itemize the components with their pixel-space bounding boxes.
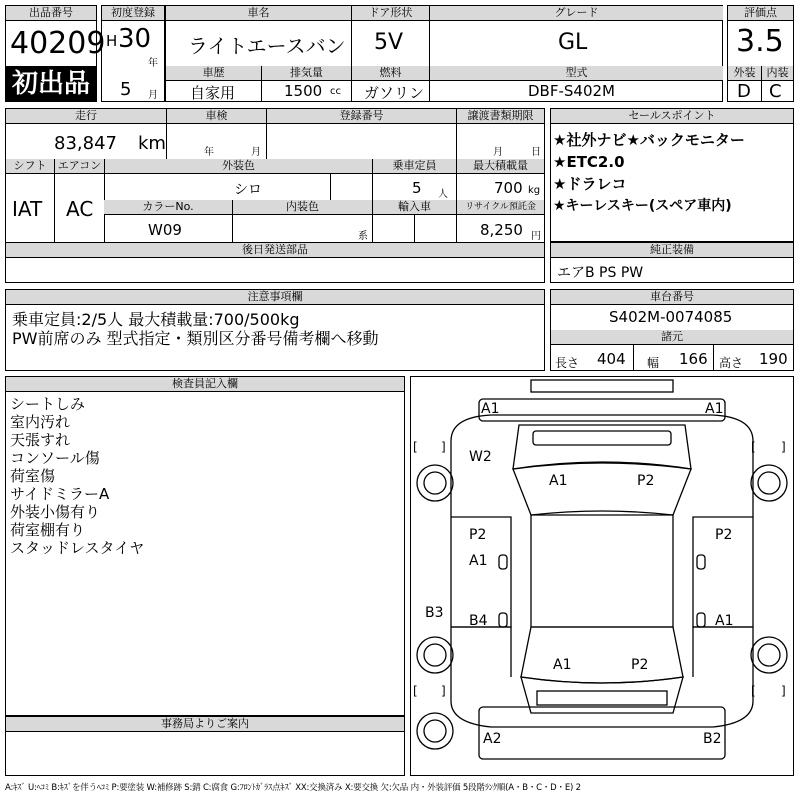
mark-hood-a1: A1 <box>549 473 568 489</box>
interior-label: 内装 <box>761 66 793 81</box>
mark-b2: B2 <box>703 731 722 747</box>
sales-point-3: ★ドラレコ <box>553 175 627 193</box>
mark-left-a1: A1 <box>469 553 488 569</box>
bracket-mark: [ <box>413 684 418 698</box>
inspector-label: 検査員記入欄 <box>6 377 404 392</box>
notes-box <box>5 289 545 371</box>
score-box <box>727 5 794 102</box>
lot-box <box>5 5 106 67</box>
reg-no-label: 登録番号 <box>266 109 456 124</box>
height: 190 <box>759 350 788 368</box>
exterior-grade: D <box>737 81 751 102</box>
mileage-unit: km <box>138 133 166 154</box>
height-label: 高さ <box>719 356 744 370</box>
lot-label: 出品番号 <box>6 6 96 21</box>
ac: AC <box>66 197 94 221</box>
left-rear-outline <box>451 627 511 677</box>
spare-wheel-inner <box>424 720 446 742</box>
shift: IAT <box>12 197 43 221</box>
recycle: 8,250 <box>480 221 523 239</box>
legend: A:ｷｽﾞ U:ﾍｺﾐ B:ｷｽﾞを伴うﾍｺﾐ P:要塗装 W:補修跡 S:錆 C:腐食 G:ﾌﾛﾝﾄｶﾞﾗｽ点ｷｽﾞ XX:交換済み X:要交換 欠:欠品 内・外装評価 5段階ﾗﾝｸ順(A・B・C・D・E) 2 <box>5 783 581 793</box>
width: 166 <box>679 350 708 368</box>
front-bar-outline <box>479 399 725 421</box>
right-window-1 <box>697 555 705 569</box>
capacity-label: 乗車定員 <box>372 159 456 174</box>
notes-line-2: PW前席のみ 型式指定・類別区分番号備考欄へ移動 <box>12 329 379 348</box>
ext-color-label: 外装色 <box>104 159 372 174</box>
ac-label: エアコン <box>54 159 104 174</box>
wheel-front-right-inner <box>758 472 780 494</box>
displacement-label: 排気量 <box>261 66 351 81</box>
exterior-label: 外装 <box>728 66 761 81</box>
inspector-item: 室内汚れ <box>10 413 71 431</box>
door-label: ドア形状 <box>351 6 429 21</box>
score-label: 評価点 <box>728 6 793 21</box>
inspector-item: 荷室棚有り <box>10 521 86 539</box>
front-grille-outline <box>533 431 671 445</box>
inspection-month-unit: 月 <box>251 147 261 158</box>
inspector-item: 外装小傷有り <box>10 503 101 521</box>
model: DBF-S402M <box>528 82 615 100</box>
inspector-item: 荷室傷 <box>10 467 56 485</box>
maxload-label: 最大積載量 <box>456 159 544 174</box>
equipment-value: エアB PS PW <box>557 265 644 281</box>
equipment-label: 純正装備 <box>551 243 793 258</box>
mark-rear-a1: A1 <box>553 657 572 673</box>
first-reg-month: 5 <box>120 79 132 100</box>
ext-color: シロ <box>234 182 262 198</box>
first-listing-badge <box>5 67 97 102</box>
length: 404 <box>597 350 626 368</box>
wheel-rear-right <box>751 637 787 673</box>
capacity-unit: 人 <box>438 189 448 200</box>
fuel-label: 燃料 <box>351 66 429 81</box>
chassis-label: 車台番号 <box>551 290 793 305</box>
bracket-mark: ] <box>781 440 786 454</box>
mark-right-p2: P2 <box>715 527 733 543</box>
vehicle-info-box <box>5 108 545 243</box>
color-no-label: カラーNo. <box>104 200 232 215</box>
left-window-2 <box>499 613 507 627</box>
mark-b4: B4 <box>469 613 488 629</box>
int-color-label: 内装色 <box>232 200 372 215</box>
grade-label: グレード <box>429 6 723 21</box>
chassis-box <box>550 289 794 371</box>
inspector-item: サイドミラーA <box>10 485 110 503</box>
bracket-mark: [ <box>751 684 756 698</box>
main-header-box <box>165 5 723 102</box>
bracket-mark: ] <box>781 684 786 698</box>
mileage: 83,847 <box>54 133 117 154</box>
sales-point-4: ★キーレスキー(スペア車内) <box>553 198 732 214</box>
wheel-rear-right-inner <box>758 644 780 666</box>
lot-number: 40209 <box>10 26 106 61</box>
score: 3.5 <box>736 24 784 59</box>
notes-line-1: 乗車定員:2/5人 最大積載量:700/500kg <box>12 310 300 329</box>
interior-grade: C <box>769 81 782 102</box>
inspector-item: シートしみ <box>10 395 86 413</box>
sales-points-label: セールスポイント <box>551 109 793 124</box>
history: 自家用 <box>190 84 236 102</box>
fuel: ガソリン <box>364 84 425 102</box>
length-label: 長さ <box>555 356 580 370</box>
displacement-unit: cc <box>330 86 341 97</box>
transfer-month-unit: 月 <box>493 147 503 158</box>
car-diagram-svg <box>411 377 793 775</box>
import-label: 輸入車 <box>372 200 456 215</box>
first-listing-text: 初出品 <box>11 69 90 99</box>
wheel-rear-left-inner <box>424 644 446 666</box>
shift-label: シフト <box>6 159 54 174</box>
mark-a1-front-right: A1 <box>705 401 724 417</box>
mark-b3: B3 <box>425 605 444 621</box>
bracket-mark: ] <box>441 684 446 698</box>
chassis-number: S402M-0074085 <box>609 308 733 326</box>
mileage-label: 走行 <box>6 109 166 124</box>
spare-wheel <box>417 713 453 749</box>
car-name-label: 車名 <box>166 6 351 21</box>
roof-outline <box>531 515 673 627</box>
displacement: 1500 <box>284 82 323 100</box>
bracket-mark: [ <box>413 440 418 454</box>
color-no: W09 <box>148 221 182 239</box>
damage-diagram <box>410 376 794 776</box>
wheel-front-left <box>417 465 453 501</box>
inspection-label: 車検 <box>166 109 266 124</box>
inspector-box <box>5 376 405 716</box>
inspector-item: 天張すれ <box>10 431 71 449</box>
wheel-front-right <box>751 465 787 501</box>
first-reg-year-unit: 年 <box>148 58 158 69</box>
transfer-day-unit: 日 <box>531 147 541 158</box>
sales-points-box <box>550 108 794 242</box>
sales-point-1: ★社外ナビ★バックモニター <box>553 131 745 149</box>
inspector-item: スタッドレスタイヤ <box>10 539 145 557</box>
notes-label: 注意事項欄 <box>6 290 544 305</box>
mark-rear-p2: P2 <box>631 657 649 673</box>
maxload-unit: kg <box>528 185 541 196</box>
later-parts-box <box>5 243 545 283</box>
office-label: 事務局よりご案内 <box>6 716 404 732</box>
sales-point-2: ★ETC2.0 <box>553 153 625 171</box>
recycle-unit: 円 <box>531 231 541 242</box>
first-reg-box <box>101 5 165 102</box>
office-box <box>5 716 405 776</box>
transfer-label: 譲渡書類期限 <box>456 109 544 124</box>
mark-hood-p2: P2 <box>637 473 655 489</box>
front-bumper-outline <box>531 380 673 392</box>
first-reg-era: H <box>106 32 118 50</box>
grade: GL <box>558 30 588 55</box>
wheel-front-left-inner <box>424 472 446 494</box>
maxload: 700 <box>494 179 523 197</box>
rear-bumper-outline <box>479 707 725 759</box>
equipment-box <box>550 242 794 283</box>
left-window-1 <box>499 555 507 569</box>
bracket-mark: [ <box>751 440 756 454</box>
bracket-mark: ] <box>441 440 446 454</box>
mark-w2: W2 <box>469 449 492 465</box>
mark-a2: A2 <box>483 731 502 747</box>
first-reg-label: 初度登録 <box>102 6 164 21</box>
right-rear-outline <box>693 627 753 677</box>
rear-area-outline <box>521 627 683 683</box>
car-name: ライトエースバン <box>188 34 346 58</box>
mark-a1-front-left: A1 <box>481 401 500 417</box>
history-label: 車歴 <box>166 66 261 81</box>
width-label: 幅 <box>647 356 660 370</box>
door-type: 5V <box>374 30 404 55</box>
later-parts-label: 後日発送部品 <box>6 243 544 258</box>
first-reg-year: 30 <box>118 24 152 54</box>
first-reg-month-unit: 月 <box>148 90 158 101</box>
specs-label: 諸元 <box>551 330 793 345</box>
model-label: 型式 <box>429 66 723 81</box>
rear-step-outline <box>537 691 667 705</box>
recycle-label: リサイクル預託金 <box>456 200 544 215</box>
int-color-unit: 系 <box>358 231 368 242</box>
capacity: 5 <box>412 179 422 197</box>
right-window-2 <box>697 613 705 627</box>
mark-right-a1: A1 <box>715 613 734 629</box>
inspection-year-unit: 年 <box>204 147 214 158</box>
wheel-rear-left <box>417 637 453 673</box>
mark-left-p2: P2 <box>469 527 487 543</box>
inspector-item: コンソール傷 <box>10 449 100 467</box>
hood-outline <box>513 463 691 515</box>
